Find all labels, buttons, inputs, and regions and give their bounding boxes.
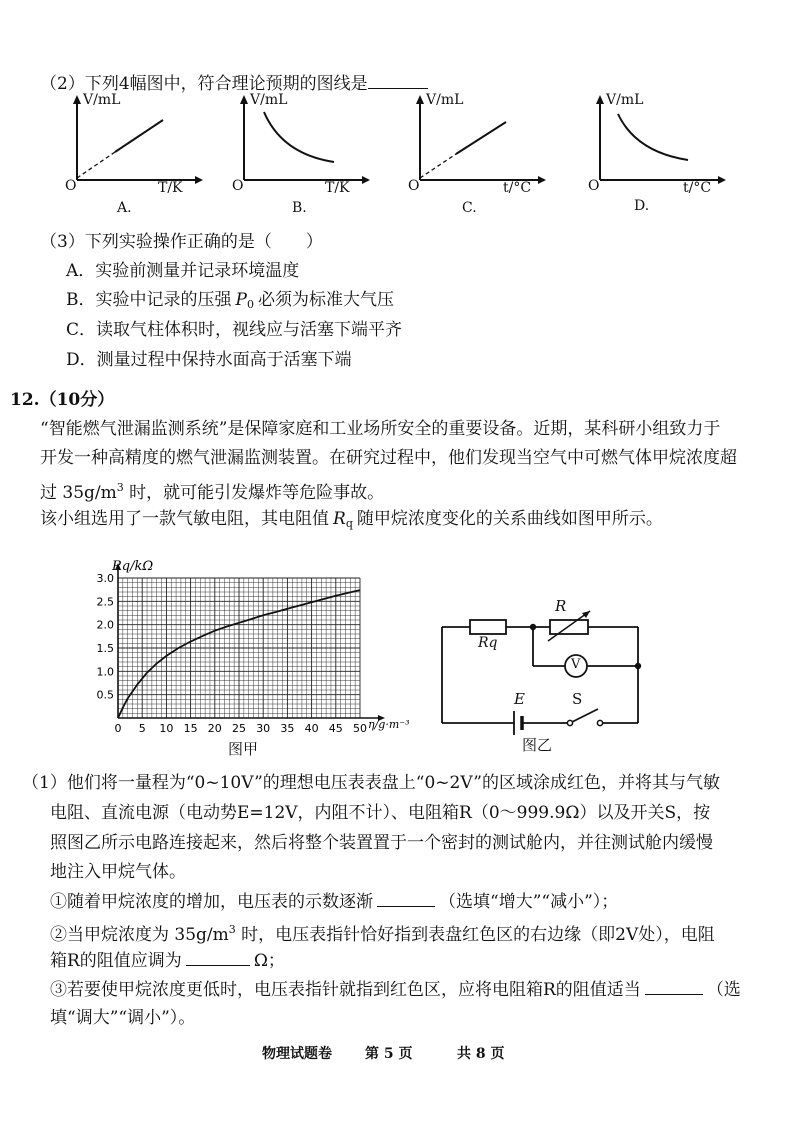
figure-jia-caption: 图甲 [228, 740, 259, 758]
r-resistor-box [550, 620, 588, 634]
q12-1-sub3-pre: ③若要使甲烷浓度更低时，电压表指针就指到红色区，应将电阻箱R的阻值适当 [50, 980, 641, 1000]
graph-b-option[interactable]: B. [292, 200, 307, 216]
q12-para2-pre: 该小组选用了一款气敏电阻，其电阻值 [40, 509, 329, 529]
q3-prompt: （3）下列实验操作正确的是（ ） [40, 232, 323, 252]
footer-title: 物理试题卷 [262, 1046, 332, 1062]
rq-resistor [470, 620, 506, 634]
q12-1-sub2-line2-post: Ω； [253, 951, 285, 971]
graph-b-origin: O [232, 178, 244, 194]
graph-b [222, 92, 382, 222]
q12-1-sub3-line1 [50, 976, 741, 1002]
x-tick-label: 15 [183, 722, 198, 735]
q3-option-b[interactable] [66, 288, 394, 317]
q12-para1-line3 [40, 476, 384, 505]
q12-1-sub2-sup: 3 [228, 923, 236, 936]
yi-voltmeter-label: V [571, 657, 581, 672]
graph-c-plot [398, 92, 558, 222]
graph-a-option[interactable]: A. [117, 200, 132, 216]
y-tick-label: 2.5 [96, 595, 114, 609]
graph-c-option[interactable]: C. [462, 200, 477, 216]
q12-para1-line3-post: 时，就可能引发爆炸等危险事故。 [123, 483, 385, 503]
graph-a-xlabel: T/K [158, 180, 183, 196]
figure-jia-chart [90, 560, 420, 760]
q12-para2-sub: q [345, 517, 353, 530]
q2-prompt-text: （2）下列4幅图中，符合理论预期的图线是 [40, 74, 368, 94]
jia-ylabel: Rq/kΩ [112, 560, 154, 574]
q2-answer-blank[interactable] [368, 70, 428, 89]
q12-para2 [40, 507, 663, 536]
q12-1-sub3-line2: 填“调大”“调小”）。 [50, 1008, 196, 1028]
q12-1-sub3-post: （选 [706, 980, 741, 1000]
q12-1-sub2-post: 时，电压表指针恰好指到表盘红色区的右边缘（即2V处），电阻 [235, 925, 715, 945]
figure-yi-circuit [430, 595, 660, 755]
jia-xlabel: η/g·m⁻³ [368, 718, 410, 731]
jia-axes [115, 563, 385, 721]
q12-para1-line3-sup: 3 [116, 481, 124, 494]
graph-a-plot [55, 92, 215, 222]
footer-page: 第 5 页 [365, 1046, 413, 1062]
q3-option-d[interactable]: D．测量过程中保持水面高于活塞下端 [66, 350, 352, 370]
y-tick-label: 1.0 [96, 665, 114, 679]
x-tick-label: 35 [280, 722, 295, 735]
graph-c-origin: O [408, 178, 420, 194]
graph-d-ylabel: V/mL [606, 92, 644, 108]
q12-1-sub2-line2-pre: 箱R的阻值应调为 [50, 951, 182, 971]
q12-1-sub2-line2 [50, 947, 285, 973]
yi-r-label: R [555, 597, 567, 615]
switch-icon [572, 709, 598, 722]
q12-1-sub2-blank[interactable] [186, 947, 250, 966]
yi-e-label: E [514, 690, 525, 708]
q3-option-b-post: 必须为标准大气压 [257, 290, 394, 310]
y-tick-label: 1.5 [96, 642, 114, 655]
graph-a-origin: O [65, 178, 77, 194]
q12-1-sub3-blank[interactable] [645, 976, 703, 995]
q12-1-sub1-pre: ①随着甲烷浓度的增加，电压表的示数逐渐 [50, 892, 373, 912]
graph-b-xlabel: T/K [325, 180, 350, 196]
q12-para2-var: R [333, 509, 346, 529]
q3-option-b-pre: B．实验中记录的压强 [66, 290, 232, 310]
x-tick-label: 0 [114, 722, 122, 735]
graph-d [578, 92, 738, 222]
graph-c-ylabel: V/mL [426, 92, 464, 108]
graph-b-ylabel: V/mL [250, 92, 288, 108]
x-tick-label: 40 [304, 722, 319, 735]
q12-para1-line3-pre: 过 35g/m [40, 483, 117, 503]
x-tick-label: 25 [232, 722, 246, 735]
x-tick-label: 20 [207, 722, 222, 735]
q12-1-sub2-pre: ②当甲烷浓度为 35g/m [50, 925, 229, 945]
q12-para1-line1: “智能燃气泄漏监测系统”是保障家庭和工业场所安全的重要设备。近期，某科研小组致力于 [40, 419, 721, 439]
q12-1-sub1 [50, 888, 618, 914]
y-tick-label: 3.0 [96, 572, 114, 585]
y-tick-label: 2.0 [96, 618, 114, 632]
q12-number: 12.（10分） [10, 390, 115, 410]
x-tick-label: 10 [159, 722, 174, 735]
q3-option-a[interactable]: A．实验前测量并记录环境温度 [66, 261, 300, 281]
q3-option-c[interactable]: C．读取气柱体积时，视线应与活塞下端平齐 [66, 320, 403, 340]
figure-yi-caption: 图乙 [522, 736, 553, 754]
graph-c [398, 92, 558, 222]
q12-para1-line2: 开发一种高精度的燃气泄漏监测装置。在研究过程中，他们发现当空气中可燃气体甲烷浓度超 [40, 448, 737, 468]
q3-option-b-var: P [235, 290, 247, 310]
graph-c-xlabel: t/°C [503, 180, 532, 196]
yi-rq-label: Rq [478, 635, 498, 651]
q12-1-line1: （1）他们将一量程为“0~10V”的理想电压表表盘上“0~2V”的区域涂成红色，并将其与气敏 [22, 773, 720, 793]
q12-para2-post: 随甲烷浓度变化的关系曲线如图甲所示。 [356, 509, 663, 529]
q12-1-sub2-line1 [50, 918, 715, 947]
q12-1-sub1-blank[interactable] [377, 888, 435, 907]
graph-a-ylabel: V/mL [83, 92, 121, 108]
graph-d-option[interactable]: D. [634, 198, 650, 214]
graph-d-origin: O [588, 178, 600, 194]
x-tick-label: 45 [328, 722, 343, 735]
q12-1-line3: 照图乙所示电路连接起来，然后将整个装置置于一个密封的测试舱内，并往测试舱内缓慢 [50, 833, 713, 853]
y-tick-label: 0.5 [96, 688, 114, 702]
q3-option-b-sub: 0 [246, 298, 254, 311]
q12-1-line4: 地注入甲烷气体。 [50, 862, 186, 882]
graph-d-plot [578, 92, 738, 222]
x-tick-label: 50 [353, 722, 367, 735]
graph-d-xlabel: t/°C [683, 180, 712, 196]
x-tick-label: 5 [138, 722, 146, 735]
graph-a [55, 92, 215, 222]
q12-1-sub1-post: （选填“增大”“减小”）； [439, 892, 619, 912]
footer-total: 共 8 页 [457, 1046, 505, 1062]
q12-1-line2: 电阻、直流电源（电动势E=12V，内阻不计）、电阻箱R（0～999.9Ω）以及开关S，按 [50, 803, 711, 823]
yi-s-label: S [572, 690, 583, 708]
x-tick-label: 30 [256, 722, 271, 735]
